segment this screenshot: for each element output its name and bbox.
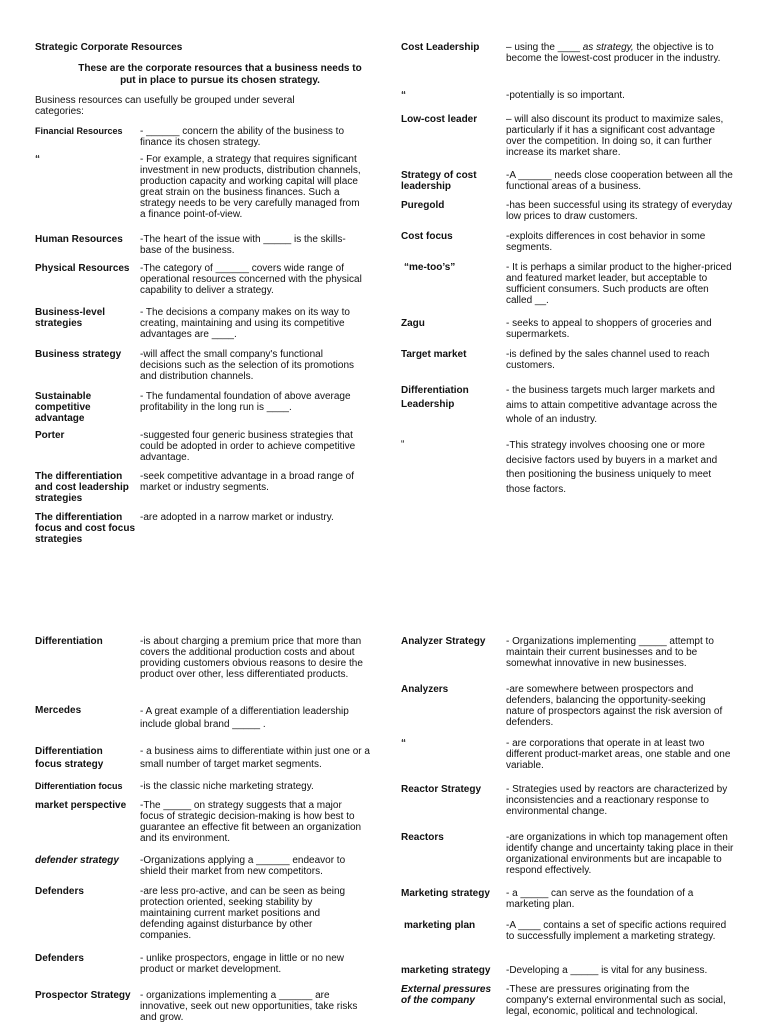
term-human-resources: Human Resources (35, 234, 123, 245)
term-target-market: Target market (401, 349, 467, 360)
term-marketing-strategy-2: marketing strategy (401, 965, 491, 976)
def-target-market: -is defined by the sales channel used to reach customers. (506, 349, 710, 371)
term-differentiation-focus-cost-focus: The differentiation focus and cost focus strategies (35, 512, 136, 545)
def-strategy-of-cost-leadership: -A ______ needs close cooperation between all the functional areas of a business. (506, 170, 733, 192)
term-physical-resources: Physical Resources (35, 263, 130, 274)
def-differentiation-focus-strategy: - a business aims to differentiate within just one or a small number of target market segments. (140, 746, 370, 770)
term-differentiation-leadership: Differentiation Leadership (401, 385, 469, 410)
term-ditto-2: “ (401, 90, 406, 101)
def-business-strategy: -will affect the small company's functional decisions such as the selection of its promotions and distribution channels. (140, 349, 354, 382)
term-low-cost-leader: Low-cost leader (401, 114, 478, 125)
intro-text: These are the corporate resources that a business needs to put in place to pursue its chosen strategy. (78, 63, 362, 86)
def-me-toos: - It is perhaps a similar product to the higher-priced and featured market leader, but acceptable to sufficient consumers. Such products are often called __. (506, 262, 732, 306)
def-marketing-plan: -A ____ contains a set of specific actions required to successfully implement a marketing strategy. (506, 920, 727, 942)
def-differentiation-focus: -is the classic niche marketing strategy. (140, 781, 314, 792)
def-cost-leadership-pre: – using the ____ (506, 42, 583, 53)
term-porter: Porter (35, 430, 65, 441)
def-marketing-strategy-2: -Developing a _____ is vital for any business. (506, 965, 708, 976)
def-cost-leadership-post: the objective is to become the lowest-cost producer in the industry. (506, 42, 721, 64)
def-mercedes: - A great example of a differentiation leadership include global brand _____ . (140, 706, 349, 730)
term-differentiation-cost-leadership: The differentiation and cost leadership strategies (35, 471, 129, 504)
term-business-strategy: Business strategy (35, 349, 122, 360)
def-differentiation-focus-cost-focus: -are adopted in a narrow market or industry. (140, 512, 334, 523)
term-defender-strategy: defender strategy (35, 855, 119, 866)
term-strategy-of-cost-leadership: Strategy of cost leadership (401, 170, 477, 192)
def-reactors: -are organizations in which top management often identify change and uncertainty taking place in their organizational environments but are incapable to respond effectively. (506, 832, 734, 876)
def-puregold: -has been successful using its strategy of everyday low prices to draw customers. (506, 200, 733, 222)
term-marketing-strategy-1: Marketing strategy (401, 888, 490, 899)
term-cost-leadership: Cost Leadership (401, 42, 480, 53)
term-defenders-1: Defenders (35, 886, 84, 897)
term-financial-resources: Financial Resources (35, 126, 123, 136)
def-differentiation-factors: -This strategy involves choosing one or more decisive factors used by buyers in a market and then positioning the business uniquely to meet those factors. (506, 440, 718, 495)
def-two-product-areas: - are corporations that operate in at least two different product-market areas, one stable and one variable. (506, 738, 731, 771)
def-marketing-strategy-1: - a _____ can serve as the foundation of a marketing plan. (506, 888, 694, 910)
term-reactors: Reactors (401, 832, 444, 843)
def-differentiation-cost-leadership: -seek competitive advantage in a broad range of market or industry segments. (140, 471, 355, 493)
page-title: Strategic Corporate Resources (35, 42, 183, 53)
def-analyzer-strategy: - Organizations implementing _____ attempt to maintain their current businesses and to be somewhat innovative in new businesses. (506, 636, 714, 669)
def-cost-focus: -exploits differences in cost behavior in some segments. (506, 231, 706, 253)
def-prospector-strategy: - organizations implementing a ______ are innovative, seek out new opportunities, take risks and grow. (140, 990, 358, 1023)
term-defenders-2: Defenders (35, 953, 84, 964)
def-human-resources: -The heart of the issue with _____ is the skills-base of the business. (140, 234, 346, 256)
def-defenders-2: - unlike prospectors, engage in little or no new product or market development. (140, 953, 345, 975)
term-me-toos: “me-too’s” (404, 262, 456, 273)
term-differentiation: Differentiation (35, 636, 103, 647)
def-zagu: - seeks to appeal to shoppers of groceries and supermarkets. (506, 318, 712, 340)
term-differentiation-focus-strategy: Differentiation focus strategy (35, 746, 104, 770)
term-business-level-strategies: Business-level strategies (35, 307, 106, 329)
def-defenders-1: -are less pro-active, and can be seen as being protection oriented, seeking stability by maintaining current market positions and defending against disturbance by other companies. (140, 886, 346, 941)
def-financial-resources: - ______ concern the ability of the business to finance its chosen strategy. (140, 126, 345, 148)
term-mercedes: Mercedes (35, 705, 82, 716)
term-ditto-3: “ (401, 439, 405, 450)
def-low-cost-leader: – will also discount its product to maximize sales, particularly if it has a significant cost advantage over the competition. In doing so, it can further increase its market share. (506, 114, 724, 158)
def-defender-strategy: -Organizations applying a ______ endeavor to shield their market from new competitors. (140, 855, 346, 877)
def-differentiation-leadership: - the business targets much larger markets and aims to attain competitive advantage across the whole of an industry. (506, 385, 718, 425)
def-physical-resources: -The category of ______ covers wide range of operational resources concerned with the physical capability to deliver a strategy. (140, 263, 362, 296)
def-market-perspective: -The _____ on strategy suggests that a major focus of strategic decision-making is how best to guarantee an effective fit between an organization and its environment. (140, 800, 362, 844)
def-cost-leadership-em: as strategy, (582, 42, 634, 53)
term-sustainable-competitive-advantage: Sustainable competitive advantage (35, 391, 92, 424)
term-differentiation-focus: Differentiation focus (35, 781, 123, 791)
def-external-pressures: -These are pressures originating from the company's external environmental such as social, legal, economic, political and technological. (506, 984, 726, 1017)
term-ditto-1: “ (35, 154, 40, 165)
def-sustainable-competitive-advantage: - The fundamental foundation of above average profitability in the long run is ____. (140, 391, 351, 413)
term-prospector-strategy: Prospector Strategy (35, 990, 131, 1001)
term-analyzer-strategy: Analyzer Strategy (401, 636, 486, 647)
def-potentially-important: -potentially is so important. (506, 90, 625, 101)
term-marketing-plan: marketing plan (404, 920, 476, 931)
term-ditto-4: “ (401, 738, 406, 749)
term-zagu: Zagu (401, 318, 425, 329)
term-puregold: Puregold (401, 200, 445, 211)
def-differentiation: -is about charging a premium price that more than covers the additional production costs and about providing customers obvious reasons to desire the product over other, less differentiated products. (140, 636, 363, 680)
term-cost-focus: Cost focus (401, 231, 453, 242)
term-analyzers: Analyzers (401, 684, 449, 695)
def-finance-example: - For example, a strategy that requires significant investment in new products, distribution channels, production capacity and working capital will place great strain on the business finances. Such a strategy needs to be very carefully managed from a finance point-of-view. (140, 154, 361, 220)
def-cost-leadership (506, 42, 734, 64)
term-external-pressures: External pressures of the company (401, 984, 492, 1006)
def-analyzers: -are somewhere between prospectors and defenders, balancing the opportunity-seeking nature of prospectors against the risk aversion of defenders. (506, 684, 723, 728)
def-reactor-strategy: - Strategies used by reactors are characterized by inconsistencies and a reactionary response to environmental change. (506, 784, 728, 817)
def-porter: -suggested four generic business strategies that could be adopted in order to achieve competitive advantage. (140, 430, 356, 463)
term-market-perspective: market perspective (35, 800, 127, 811)
grouping-text: Business resources can usefully be grouped under several categories: (35, 95, 295, 117)
def-business-level-strategies: - The decisions a company makes on its way to creating, maintaining and using its competitive advantages are ____. (140, 307, 350, 340)
term-reactor-strategy: Reactor Strategy (401, 784, 482, 795)
